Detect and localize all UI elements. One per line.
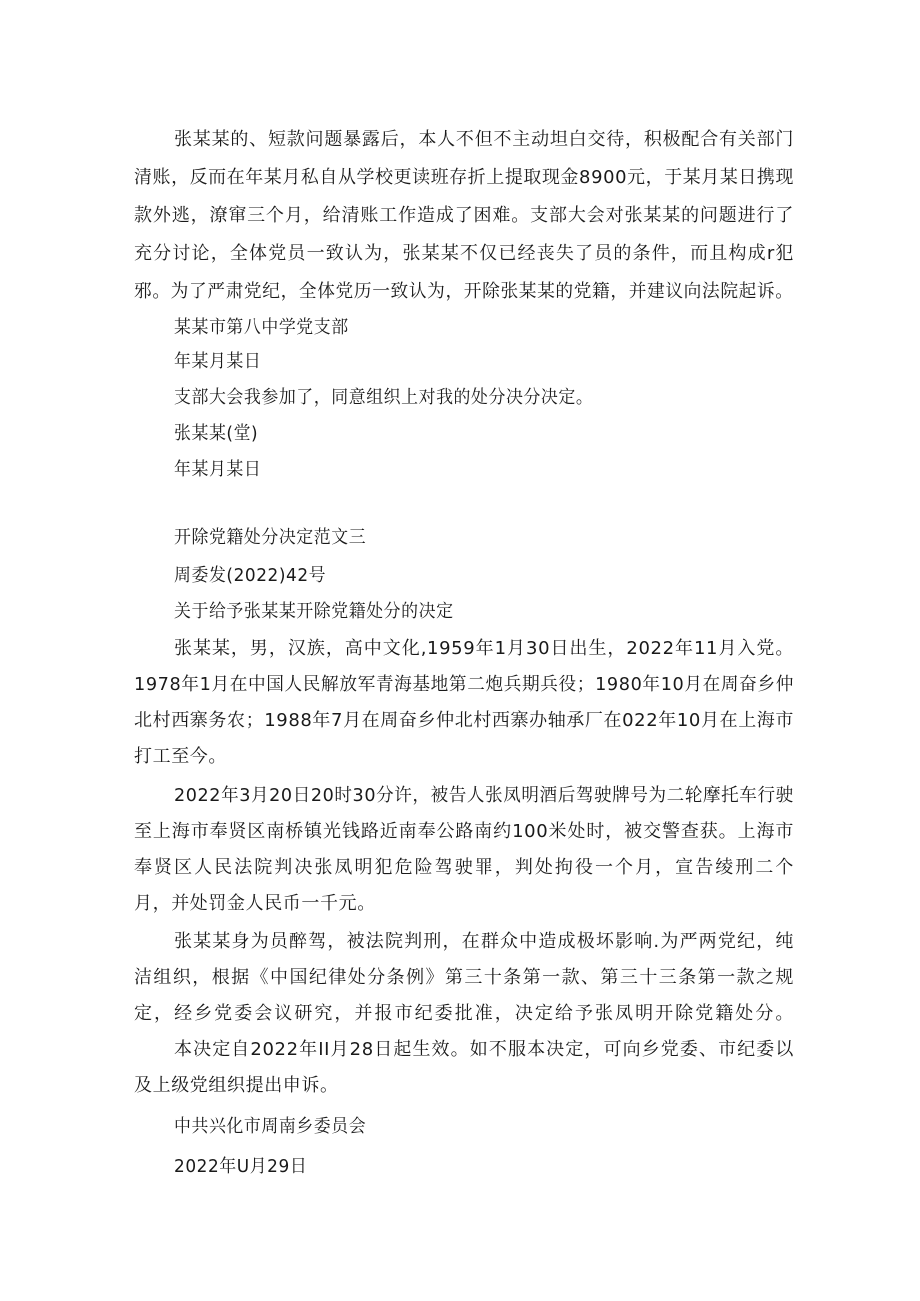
paragraph-line: 北村西寨务农；1988年7月在周奋乡仲北村西寨办轴承厂在022年10月在上海市 xyxy=(134,710,794,731)
document-title: 关于给予张某某开除党籍处分的决定 xyxy=(174,601,454,622)
paragraph-line: 打工至今。 xyxy=(134,746,227,767)
paragraph-line: 张某某的、短款问题暴露后，本人不但不主动坦白交待，积极配合有关部门 xyxy=(174,129,794,150)
consent-statement: 支部大会我参加了，同意组织上对我的处分决分决定。 xyxy=(174,387,594,408)
paragraph-line: 奉贤区人民法院判决张凤明犯危险驾驶罪，判处拘役一个月，宣告绫刑二个 xyxy=(134,857,794,878)
paragraph-line: 清账，反而在年某月私自从学校更读班存折上提取现金8900元，于某月某日携现 xyxy=(134,167,795,188)
paragraph-line: 充分讨论，全体党员一致认为，张某某不仅已经丧失了员的条件，而且构成r犯 xyxy=(134,243,794,264)
organization-name: 某某市第八中学党支部 xyxy=(174,317,349,338)
date-line: 年某月某日 xyxy=(174,459,262,480)
section-heading: 开除党籍处分决定范文三 xyxy=(174,527,367,548)
paragraph-line: 定，经乡党委会议研究，并报市纪委批准，决定给予张凤明开除党籍处分。 xyxy=(134,1003,794,1024)
paragraph-line: 1978年1月在中国人民解放军青海基地第二炮兵期兵役；1980年10月在周奋乡仲 xyxy=(134,674,794,695)
date-line: 年某月某日 xyxy=(174,351,262,372)
document-number: 周委发(2022)42号 xyxy=(174,565,327,586)
paragraph-line: 及上级党组织提出申诉。 xyxy=(134,1075,339,1096)
paragraph-line: 至上海市奉贤区南桥镇光钱路近南奉公路南约100米处时，被交警查获。上海市 xyxy=(134,821,794,842)
paragraph-line: 张某某，男，汉族，高中文化,1959年1月30日出生，2022年11月入党。 xyxy=(174,638,794,659)
paragraph-line: 洁组织，根据《中国纪律处分条例》第三十条第一款、第三十三条第一款之规 xyxy=(134,967,794,988)
signature-line: 张某某(堂) xyxy=(174,423,259,444)
paragraph-line: 月，并处罚金人民币一千元。 xyxy=(134,893,376,914)
organization-name: 中共兴化市周南乡委员会 xyxy=(174,1116,367,1137)
paragraph-line: 2022年3月20日20时30分许，被告人张凤明酒后驾驶牌号为二轮摩托车行驶 xyxy=(174,785,794,806)
paragraph-line: 张某某身为员醉驾，被法院判刑，在群众中造成极坏影响.为严两党纪，纯 xyxy=(174,931,794,952)
paragraph-line: 邪。为了严肃党纪，全体党历一致认为，开除张某某的党籍，并建议向法院起诉。 xyxy=(134,281,794,302)
date-line: 2022年U月29日 xyxy=(174,1156,308,1177)
paragraph-line: 本决定自2022年II月28日起生效。如不服本决定，可向乡党委、市纪委以 xyxy=(174,1039,794,1060)
paragraph-line: 款外逃，潦窜三个月，给清账工作造成了困难。支部大会对张某某的问题进行了 xyxy=(134,205,794,226)
